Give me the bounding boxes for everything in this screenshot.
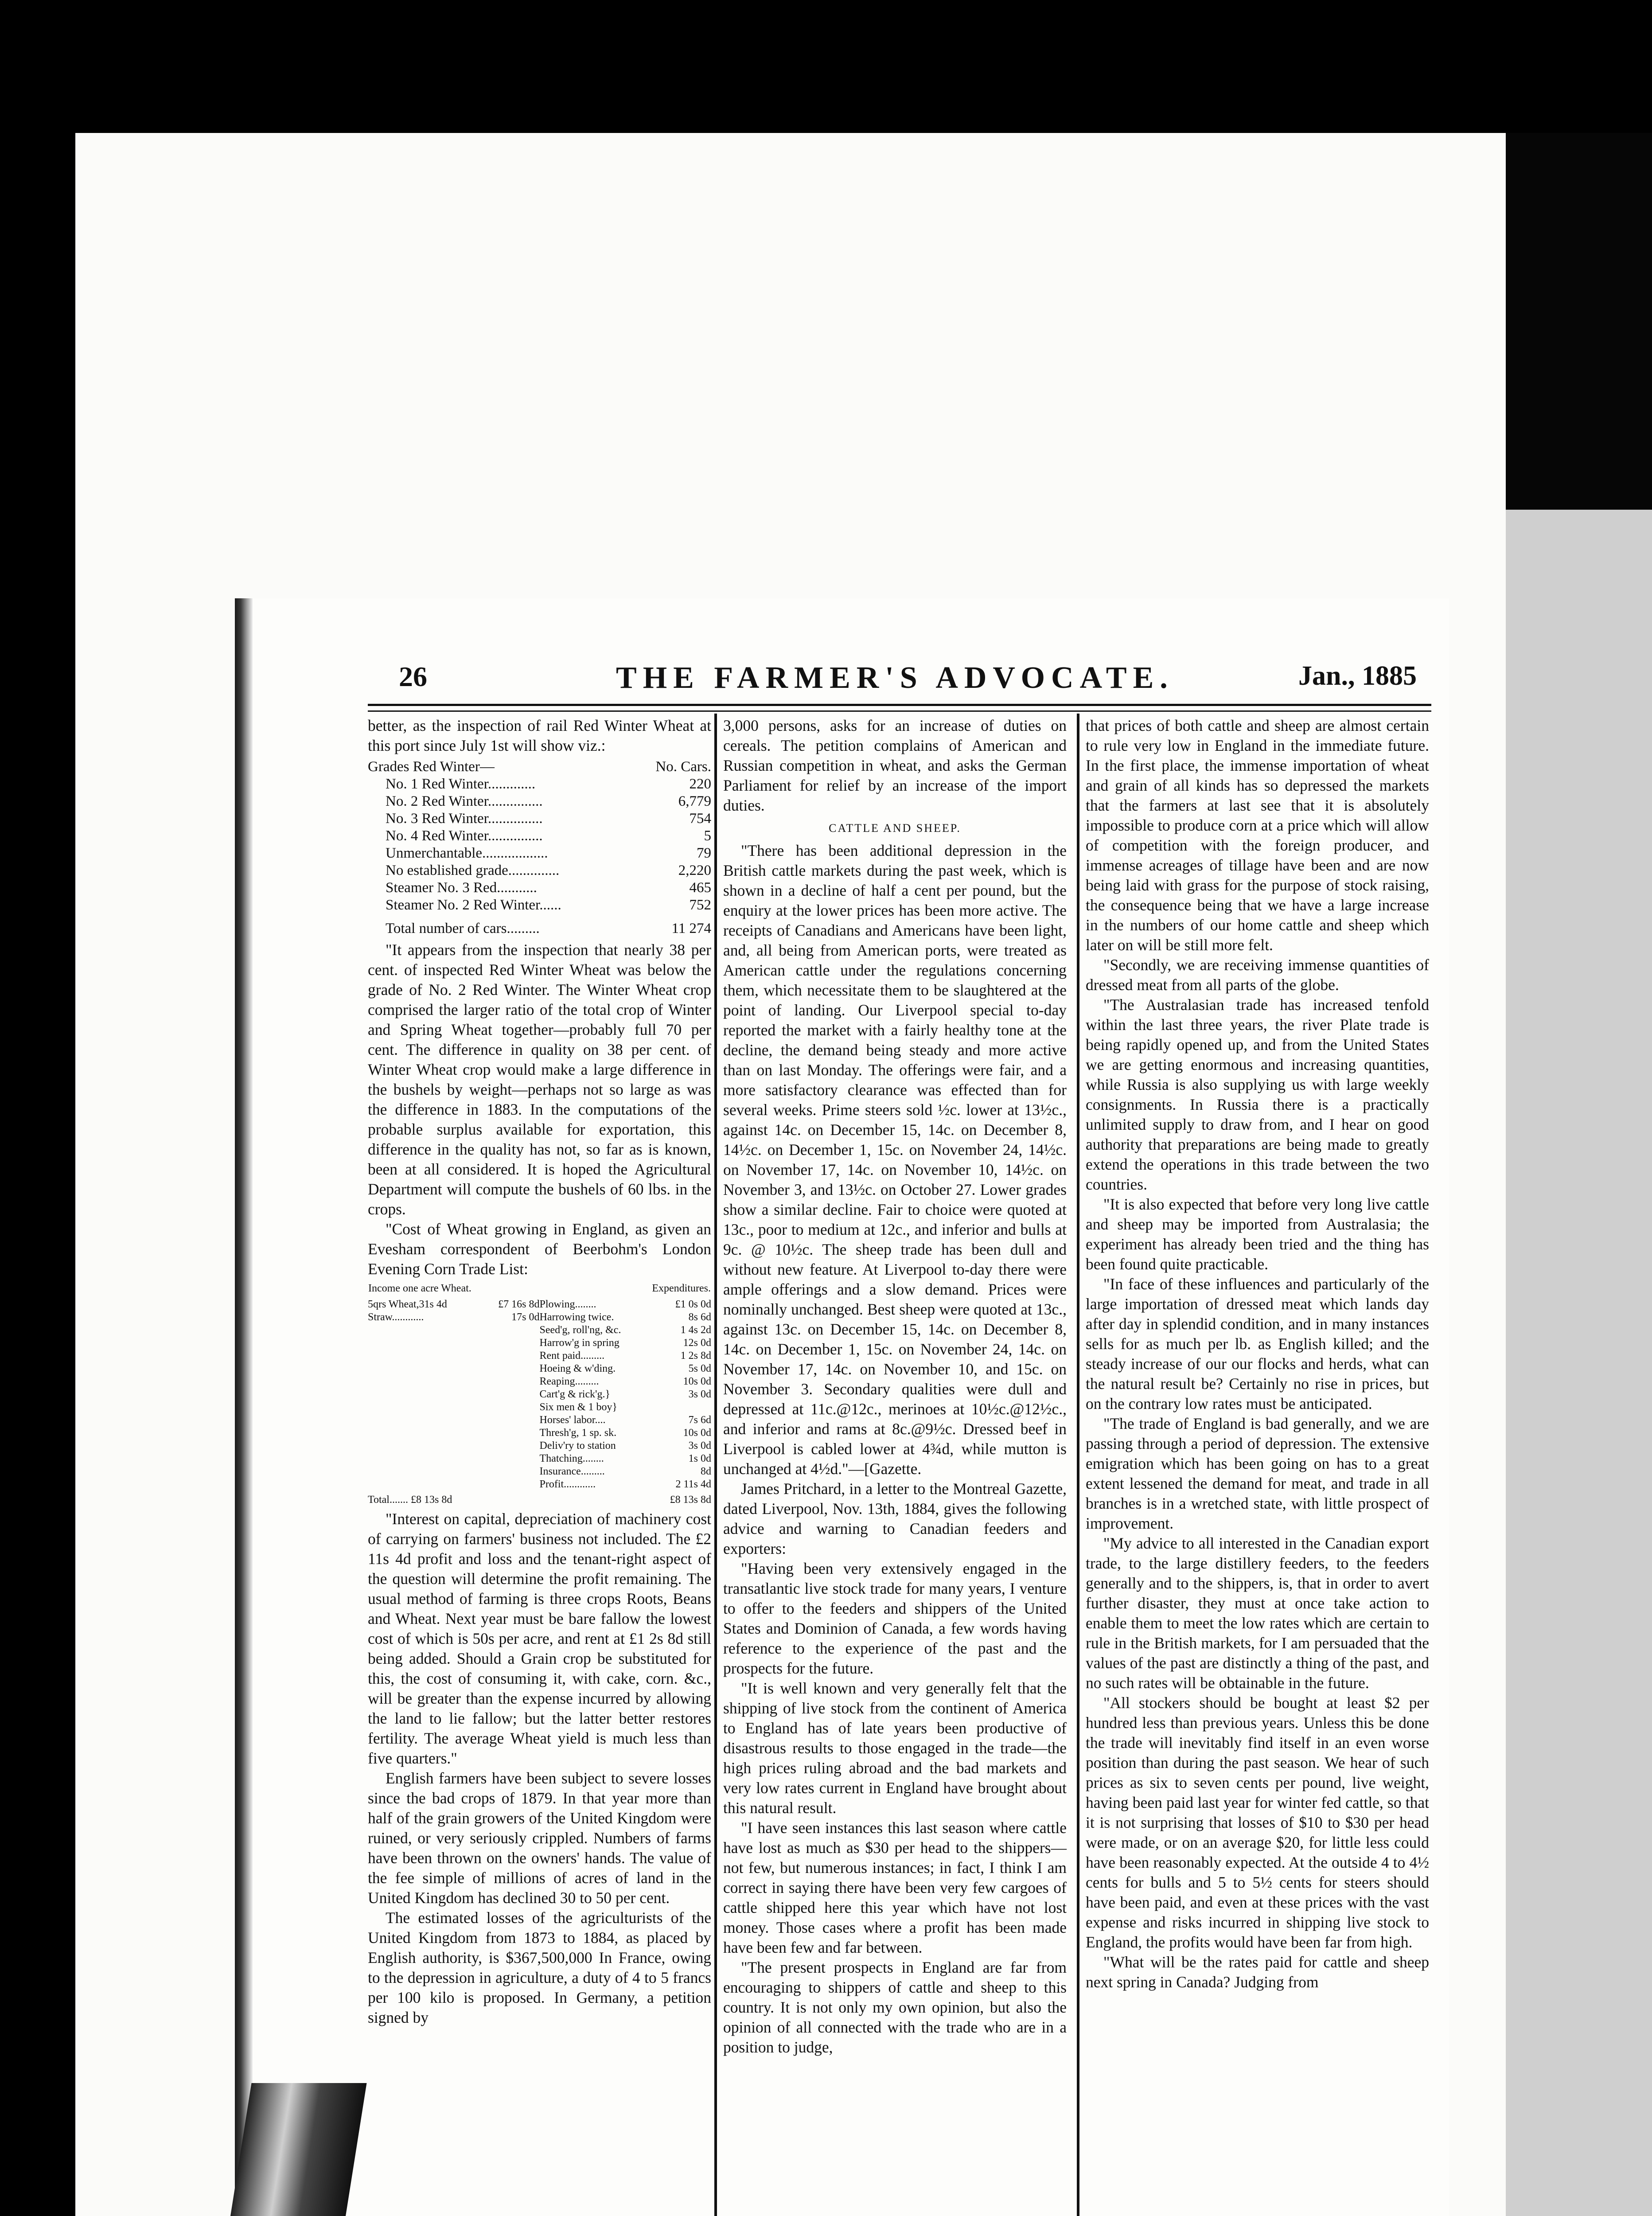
table-row	[540, 1375, 712, 1388]
table-row	[368, 897, 711, 914]
table-row	[368, 827, 711, 845]
table-row	[540, 1311, 712, 1324]
row-label: Six men & 1 boy}	[539, 1401, 618, 1413]
table-row	[540, 1350, 712, 1362]
row-label: Deliv'ry to station	[539, 1440, 616, 1451]
row-label: Straw............	[368, 1311, 424, 1323]
issue-date: Jan., 1885	[1298, 661, 1417, 691]
row-label: Rent paid.........	[539, 1350, 605, 1362]
grades-head-right: No. Cars.	[655, 759, 711, 775]
table-row	[368, 1311, 540, 1324]
col3-paragraph: "Secondly, we are receiving immense quantities of dressed meat from all parts of the globe.	[1086, 956, 1429, 994]
row-label: Seed'g, roll'ng, &c.	[539, 1324, 621, 1336]
row-label: Plowing........	[539, 1299, 596, 1310]
row-label: No. 3 Red Winter...............	[386, 811, 543, 827]
col3-paragraph: "My advice to all interested in the Canadian export trade, to the large distillery feeders, to the feeders generally and to the shippers, is, that in order to avert further disaster, they must at once take action to enable them to meet the low rates which are certain to rule in the British markets, for I am persuaded that the values of the past are distinctly a thing of the past, and no such rates will be obtainable in the future.	[1086, 1534, 1429, 1692]
row-label: Hoeing & w'ding.	[539, 1363, 616, 1374]
row-value: 2 11s 4d	[675, 1479, 711, 1490]
table-row	[368, 810, 711, 827]
row-value: 220	[689, 776, 711, 792]
row-value: 465	[689, 880, 711, 896]
table-row	[368, 862, 711, 879]
table-row	[540, 1478, 712, 1491]
row-value: 12s 0d	[683, 1337, 711, 1349]
table-row	[540, 1465, 712, 1478]
col3-paragraph: "The trade of England is bad generally, and we are passing through a period of depression. The extensive emigration which has been going on has to a great extent lessened the demand for meat, and trade in all branches is in a wretched state, with little prospect of improvement.	[1086, 1415, 1429, 1532]
table-row	[540, 1452, 712, 1465]
row-value: 1 2s 8d	[680, 1350, 711, 1362]
masthead-title: THE FARMER'S ADVOCATE.	[616, 661, 1174, 695]
row-value: 754	[689, 811, 711, 827]
cost-head-income: Income one acre Wheat.	[368, 1283, 471, 1294]
income-list	[368, 1298, 540, 1324]
col1-paragraph: "Cost of Wheat growing in England, as given an Evesham correspondent of Beerbohm's London Evening Corn Trade List:	[368, 1220, 711, 1278]
grades-table	[368, 758, 711, 937]
col2-paragraph: James Pritchard, in a letter to the Montreal Gazette, dated Liverpool, Nov. 13th, 1884, gives the following advice and warning to Canadian feeders and exporters:	[723, 1480, 1067, 1557]
total-value: 11 274	[671, 921, 711, 936]
row-label: No. 2 Red Winter...............	[386, 793, 543, 809]
table-row	[540, 1427, 712, 1440]
col2-paragraph: 3,000 persons, asks for an increase of duties on cereals. The petition complains of American and Russian competition in wheat, and asks the German Parliament for relief by an increase of the import duties.	[723, 717, 1067, 814]
table-row	[540, 1440, 712, 1452]
row-label: Reaping.........	[539, 1376, 599, 1387]
row-value: 10s 0d	[683, 1376, 711, 1387]
row-value: 5s 0d	[688, 1363, 711, 1374]
table-row	[540, 1388, 712, 1401]
row-label: Insurance.........	[539, 1466, 605, 1477]
expenditure-list	[540, 1298, 712, 1491]
table-row	[368, 1298, 540, 1311]
row-value: 2,220	[678, 862, 711, 878]
row-label: No. 1 Red Winter.............	[386, 776, 536, 792]
row-label: Harrow'g in spring	[539, 1337, 620, 1349]
row-value: 7s 6d	[688, 1414, 711, 1426]
col1-paragraph: The estimated losses of the agriculturists of the United Kingdom from 1873 to 1884, as placed by English authority, is $367,500,000 In France, owing to the depression in agriculture, a duty of 4 to 5 francs per 100 kilo is proposed. In Germany, a petition signed by	[368, 1909, 711, 2026]
row-value: 1s 0d	[688, 1453, 711, 1464]
table-row	[540, 1401, 712, 1414]
row-value: 3s 0d	[688, 1389, 711, 1400]
row-label: Unmerchantable..................	[386, 845, 548, 861]
row-label: No. 4 Red Winter...............	[386, 828, 543, 844]
col2-paragraph: "The present prospects in England are far from encouraging to shippers of cattle and sheep to this country. It is not only my own opinion, but also the opinion of all connected with the trade who are in a position to judge,	[723, 1959, 1067, 2056]
table-row	[540, 1362, 712, 1375]
row-label: 5qrs Wheat,31s 4d	[368, 1299, 447, 1310]
row-value: 1 4s 2d	[680, 1324, 711, 1336]
page-number: 26	[399, 661, 427, 692]
row-label: Cart'g & rick'g.}	[539, 1389, 610, 1400]
table-row	[368, 879, 711, 897]
row-label: No established grade..............	[386, 862, 560, 878]
row-label: Steamer No. 3 Red...........	[386, 880, 537, 896]
row-value: 79	[697, 845, 711, 861]
grades-head-left: Grades Red Winter—	[368, 759, 495, 775]
col1-paragraph: English farmers have been subject to severe losses since the bad crops of 1879. In that year more than half of the grain growers of the United Kingdom were ruined, or very seriously crippled. Numbers of farms have been thrown on the owners' hands. The value of the fee simple of millions of acres of land in the United Kingdom has declined 30 to 50 per cent.	[368, 1769, 711, 1907]
page-binding	[235, 598, 253, 2216]
table-row	[540, 1324, 712, 1337]
row-label: Horses' labor....	[539, 1414, 606, 1426]
col2-paragraph: "I have seen instances this last season where cattle have lost as much as $30 per head to the shippers—not few, but numerous instances; in fact, I think I am correct in saying there have been very few cargoes of cattle shipped here this year which have not lost money. Those cases where a profit has been made have been few and far between.	[723, 1819, 1067, 1956]
table-row	[368, 793, 711, 810]
table-row	[540, 1414, 712, 1427]
total-label: Total number of cars.........	[386, 921, 540, 936]
row-label: Thatching........	[539, 1453, 604, 1464]
row-value: £1 0s 0d	[675, 1299, 711, 1310]
total-income: £8 13s 8d	[410, 1494, 452, 1506]
table-row	[368, 845, 711, 862]
col2-paragraph: "It is well known and very generally felt that the shipping of live stock from the continent of America to England has of late years been productive of disastrous results to those engaged in the trade—the high prices ruling abroad and the bad markets and very low rates current in England have brought about this natural result.	[723, 1679, 1067, 1817]
page-header	[368, 660, 1431, 700]
table-row	[368, 776, 711, 793]
column-rule-2	[1077, 714, 1079, 2216]
row-value: £7 16s 8d	[498, 1299, 540, 1310]
header-rule	[368, 704, 1431, 712]
col2-paragraph: "Having been very extensively engaged in the transatlantic live stock trade for many years, I venture to offer to the feeders and shippers of the United States and Dominion of Canada, a few words having reference to the experience of the past and the prospects for the future.	[723, 1560, 1067, 1677]
cost-table	[368, 1282, 711, 1506]
row-value: 8s 6d	[688, 1311, 711, 1323]
col1-paragraph: "It appears from the inspection that nearly 38 per cent. of inspected Red Winter Wheat was below the grade of No. 2 Red Winter. The Winter Wheat crop comprised the larger ratio of the total crop of Winter and Spring Wheat together—probably full 70 per cent. The difference in quality on 38 per cent. of Winter Wheat crop would make a large difference in the bushels by weight—perhaps not so large as was the difference in 1883. In the computations of the probable surplus available for exportation, this difference in the quality has not, so far as is known, been at all considered. It is hoped the Agricultural Department will compute the bushels of 60 lbs. in the crops.	[368, 941, 711, 1218]
row-label: Profit............	[539, 1479, 596, 1490]
col3-paragraph: "All stockers should be bought at least $2 per hundred less than previous years. Unless this be done the trade will inevitably find itself in an even worse position than during the past season. We hear of such prices as six to seven cents per pound, live weight, having been paid last year for winter fed cattle, so that it is not surprising that losses of $10 to $30 per head were made, or on an average $20, for little less could have been reasonably expected. At the outside 4 to 4½ cents for bulls and 5 to 5½ cents for steers should have been paid, and even at these prices with the vast expense and risks incurred in shipping live stock to England, the profits would have been far from high.	[1086, 1694, 1429, 1951]
table-total-row	[368, 914, 711, 937]
row-value: 752	[689, 897, 711, 913]
row-value: 5	[704, 828, 711, 844]
scan-page-shadow	[1506, 510, 1652, 2216]
col3-paragraph: "In face of these influences and particularly of the large importation of dressed meat which lands day after day in splendid condition, and in many instances sells for as much per lb. as English killed; and the steady increase of our our flocks and herds, what can the natural result be? Certainly no rise in prices, but on the contrary low rates must be anticipated.	[1086, 1275, 1429, 1412]
table-row	[540, 1298, 712, 1311]
col1-intro: better, as the inspection of rail Red Winter Wheat at this port since July 1st will show viz.:	[368, 717, 711, 754]
col3-paragraph: "What will be the rates paid for cattle and sheep next spring in Canada? Judging from	[1086, 1953, 1429, 1991]
column-3	[1086, 716, 1429, 1992]
row-label: Harrowing twice.	[539, 1311, 614, 1323]
cost-total-row	[368, 1494, 711, 1506]
col3-paragraph: "It is also expected that before very long live cattle and sheep may be imported from Australasia; the experiment has already been tried and the thing has been found quite practicable.	[1086, 1195, 1429, 1273]
section-subhead: CATTLE AND SHEEP.	[829, 822, 961, 835]
row-label: Thresh'g, 1 sp. sk.	[539, 1427, 617, 1439]
column-2	[723, 716, 1067, 2057]
total-label: Total.......	[368, 1494, 408, 1506]
cost-head-exp: Expenditures.	[652, 1283, 711, 1294]
row-value: 3s 0d	[688, 1440, 711, 1451]
row-value: 8d	[701, 1466, 711, 1477]
column-1	[368, 716, 711, 2028]
row-value: 10s 0d	[683, 1427, 711, 1439]
row-label: Steamer No. 2 Red Winter......	[386, 897, 561, 913]
col1-paragraph: "Interest on capital, depreciation of machinery cost of carrying on farmers' business not included. The £2 11s 4d profit and loss and the tenant-right aspect of the question will determine the profit remaining. The usual method of farming is three crops Roots, Beans and Wheat. Next year must be bare fallow the lowest cost of which is 50s per acre, and rent at £1 2s 8d still being added. Should a Grain crop be substituted for this, the cost of consuming it, with cake, corn. &c., will be greater than the expense incurred by allowing the land to lie fallow; but the latter better restores fertility. The average Wheat yield is much less than five quarters."	[368, 1510, 711, 1767]
column-rule-1	[714, 714, 717, 2216]
total-exp: £8 13s 8d	[670, 1494, 711, 1506]
col2-paragraph: "There has been additional depression in the British cattle markets during the past week, which is shown in a decline of half a cent per pound, but the enquiry at the lower prices has been more active. The receipts of Canadians and Americans have been light, and, all being from American ports, were treated as American cattle under the regulations concerning them, which necessitate them to be slaughtered at the point of landing. Our Liverpool special to-day reported the market with a fairly healthy tone at the decline, the demand being steady and more active than on last Monday. The offerings were fair, and a more satisfactory clearance was effected than for several weeks. Prime steers sold ½c. lower at 13½c., against 14c. on December 15, 14c. on December 8, 14½c. on December 1, 15c. on November 24, 14½c. on November 17, 14c. on November 10, 14½c. on November 3, and 13½c. on October 27. Lower grades show a similar decline. Fair to choice were quoted at 13c., poor to medium at 12c., and inferior and bulls at 9c. @ 10½c. The sheep trade has been dull and without new feature. At Liverpool to-day there were ample offerings and a slow demand. Prices were nominally unchanged. Best sheep were quoted at 13c., against 13c. on December 15, 14c. on December 8, 14c. on December 1, 15c. on November 24, 14c. on November 17, 14c. on November 10, and 15c. on November 3. Secondary qualities were dull and depressed at 11c.@12c., merinoes at 10½c.@12½c., and inferior and rams at 8c.@9½c. Dressed beef in Liverpool is cabled lower at 4¾d, while mutton is unchanged at 4½d."—[Gazette.	[723, 842, 1067, 1478]
col3-paragraph: "The Australasian trade has increased tenfold within the last three years, the river Plate trade is being rapidly opened up, and from the United States we are getting enormous and increasing quantities, while Russia is also supplying us with large weekly consignments. In Russia there is a practically unlimited supply to draw from, and I hear on good authority that preparations are being made to greatly extend the operations in this trade between the two countries.	[1086, 996, 1429, 1193]
row-value: 17s 0d	[511, 1311, 540, 1323]
col3-paragraph: that prices of both cattle and sheep are almost certain to rule very low in England in the immediate future. In the first place, the immense importation of wheat and grain of all kinds has so depressed the markets that the farmers at last see that it is absolutely impossible to produce corn at a price which will allow of competition with the foreign producer, and immense acreages of tillage have been and are now being laid with grass for the purpose of stock raising, the consequence being that we have a large increase in the numbers of our home cattle and sheep which later on will be still more felt.	[1086, 717, 1429, 954]
table-row	[540, 1337, 712, 1350]
row-value: 6,779	[678, 793, 711, 809]
row-value	[658, 1401, 711, 1414]
